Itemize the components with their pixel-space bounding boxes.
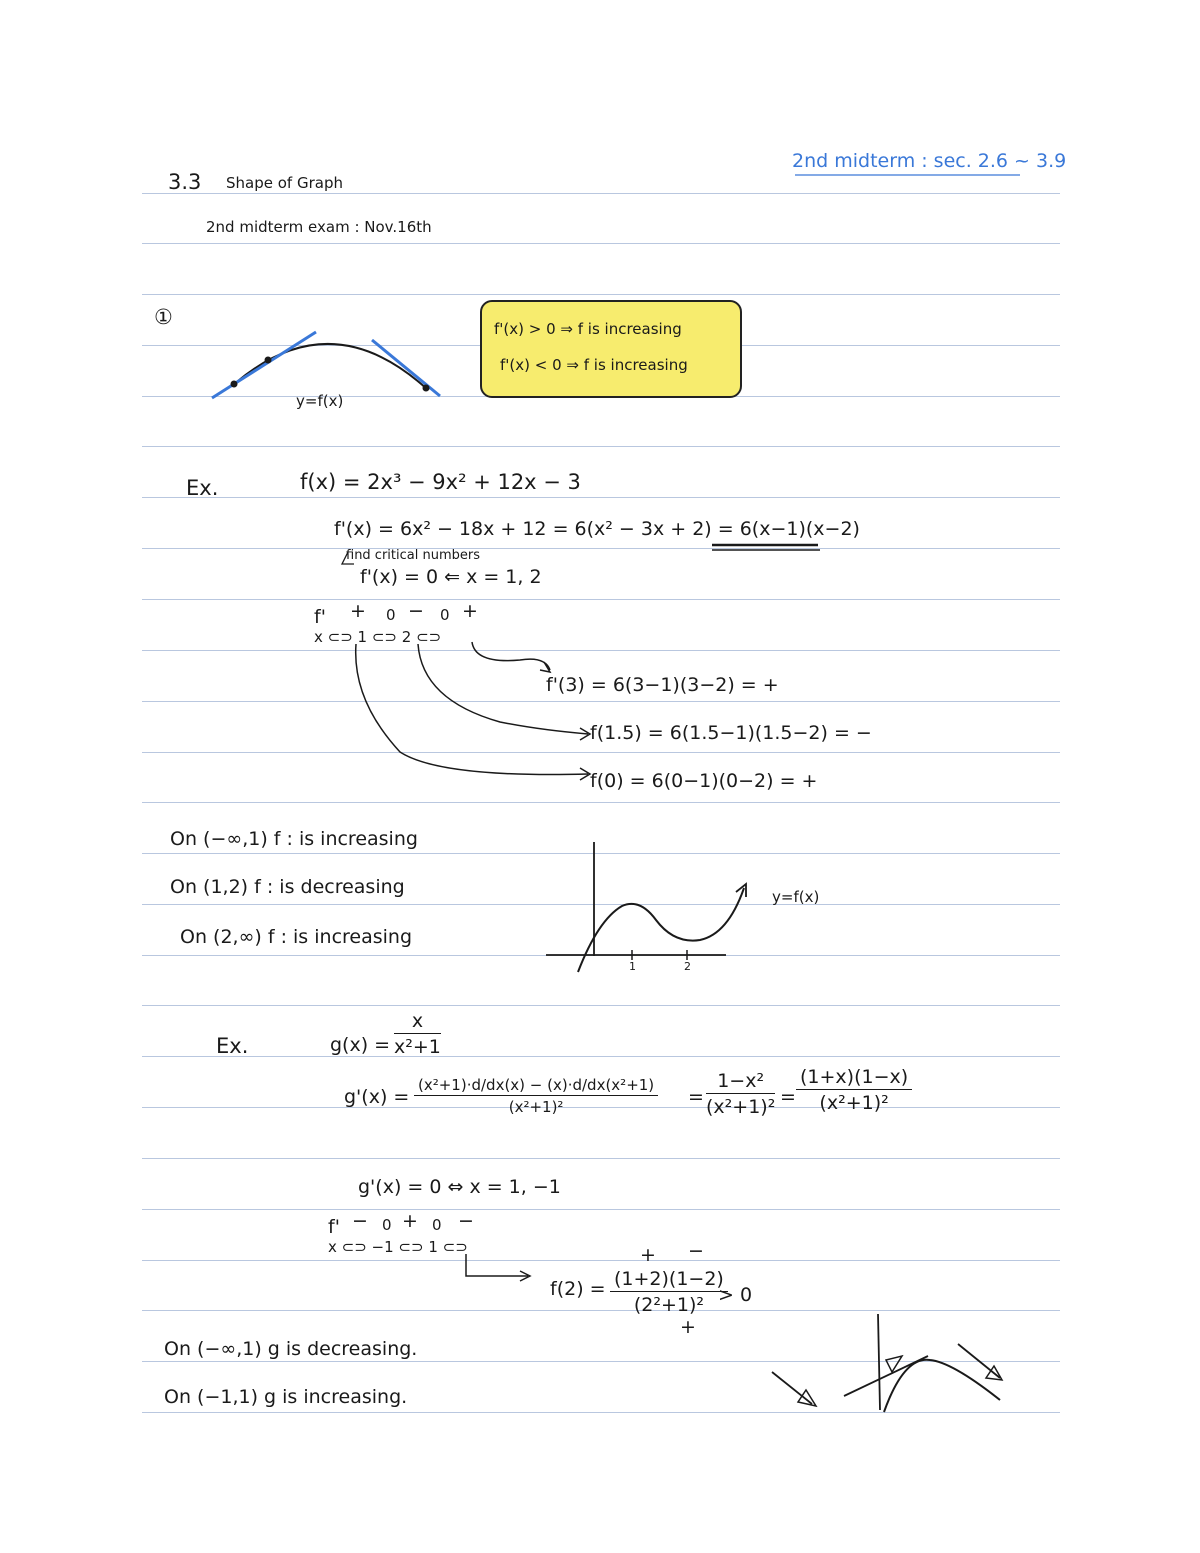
rule-increasing: f'(x) > 0 ⇒ f is increasing	[494, 320, 682, 338]
graph-label: y=f(x)	[772, 888, 820, 906]
gprime-numerator: (x²+1)·d/dx(x) − (x)·d/dx(x²+1)	[414, 1076, 658, 1096]
function-definition: f(x) = 2x³ − 9x² + 12x − 3	[300, 470, 581, 494]
sign-row-label: f'	[314, 606, 326, 628]
section-topic: Shape of Graph	[226, 174, 343, 192]
test-lhs: f(2) =	[550, 1278, 606, 1300]
arrow-to-test-1-5	[418, 644, 588, 734]
interval-decreasing: On (1,2) f : is decreasing	[170, 876, 405, 898]
tangent-increasing	[212, 332, 316, 398]
sign-minus: −	[408, 600, 424, 622]
sign-plus: +	[350, 600, 366, 622]
sign-minus: −	[458, 1210, 474, 1232]
example-label: Ex.	[186, 476, 219, 500]
curve-point	[231, 381, 238, 388]
part-marker: ①	[154, 305, 173, 329]
sign-zero: 0	[382, 1216, 392, 1234]
sign-zero: 0	[432, 1216, 442, 1234]
arrow-to-test-0	[356, 644, 588, 775]
example-label: Ex.	[216, 1034, 249, 1058]
arrow-to-test	[466, 1254, 528, 1276]
interval-increasing-2: On (2,∞) f : is increasing	[180, 926, 413, 948]
down-arrow-right	[958, 1344, 1000, 1378]
simplified-denominator-2: (x²+1)²	[819, 1092, 889, 1114]
sign-plus: +	[402, 1210, 418, 1232]
down-arrowhead	[798, 1390, 816, 1406]
cubic-curve	[578, 888, 744, 972]
note-arrow	[342, 552, 354, 564]
sign-row-label: f'	[328, 1216, 340, 1238]
exam-note: 2nd midterm exam : Nov.16th	[206, 218, 432, 236]
curve-label: y=f(x)	[296, 392, 344, 410]
simplified-numerator-2: (1+x)(1−x)	[796, 1066, 912, 1090]
interval-increasing-1: On (−∞,1) f : is increasing	[170, 828, 418, 850]
midterm-range: 2nd midterm : sec. 2.6 ~ 3.9	[792, 150, 1067, 172]
gprime-lhs: g'(x) =	[344, 1086, 410, 1108]
test-point-1-5: f(1.5) = 6(1.5−1)(1.5−2) = −	[590, 722, 872, 744]
curve-point	[265, 357, 272, 364]
g-interval-increasing: On (−1,1) g is increasing.	[164, 1386, 408, 1408]
y-axis	[878, 1314, 880, 1410]
gprime-denominator: (x²+1)²	[508, 1098, 564, 1116]
sign-zero: 0	[440, 606, 450, 624]
g-lhs: g(x) =	[330, 1034, 391, 1056]
number-line: x ⊂⊃ −1 ⊂⊃ 1 ⊂⊃	[328, 1238, 468, 1256]
arrow-to-test-3	[472, 642, 550, 670]
test-denominator: (2²+1)²	[633, 1294, 704, 1316]
tangent-decreasing	[372, 340, 440, 396]
simplified-numerator-1: 1−x²	[706, 1070, 775, 1094]
test-point-3: f'(3) = 6(3−1)(3−2) = +	[546, 674, 779, 696]
g-interval-decreasing: On (−∞,1) g is decreasing.	[164, 1338, 418, 1360]
number-line: x ⊂⊃ 1 ⊂⊃ 2 ⊂⊃	[314, 628, 442, 646]
rule-decreasing: f'(x) < 0 ⇒ f is increasing	[500, 356, 688, 374]
critical-equation: f'(x) = 0 ⇐ x = 1, 2	[360, 566, 542, 588]
derivative-expression: f'(x) = 6x² − 18x + 12 = 6(x² − 3x + 2) = 6(x−1)(x−2)	[334, 518, 860, 540]
sign-zero: 0	[386, 606, 396, 624]
test-numerator: (1+2)(1−2)	[610, 1268, 728, 1292]
test-result: > 0	[718, 1284, 753, 1306]
g-numerator: x	[394, 1010, 441, 1034]
test-point-0: f(0) = 6(0−1)(0−2) = +	[590, 770, 818, 792]
sign-plus: +	[462, 600, 478, 622]
section-number: 3.3	[168, 170, 202, 194]
simplified-denominator-1: (x²+1)²	[706, 1096, 776, 1118]
tick-label-2: 2	[684, 960, 691, 973]
down-arrow	[772, 1372, 812, 1404]
bump-curve	[884, 1360, 1000, 1412]
g-denominator: x²+1	[394, 1036, 441, 1058]
curve-point	[423, 385, 430, 392]
critical-note: find critical numbers	[346, 548, 480, 563]
sign-above-minus: −	[688, 1240, 704, 1262]
sign-below-plus: +	[680, 1316, 696, 1338]
tick-label-1: 1	[629, 960, 636, 973]
g-critical-equation: g'(x) = 0 ⇔ x = 1, −1	[358, 1176, 561, 1198]
sign-above-plus: +	[640, 1244, 656, 1266]
equals-sign: =	[780, 1086, 796, 1108]
equals-sign: =	[688, 1086, 704, 1108]
sign-minus: −	[352, 1210, 368, 1232]
